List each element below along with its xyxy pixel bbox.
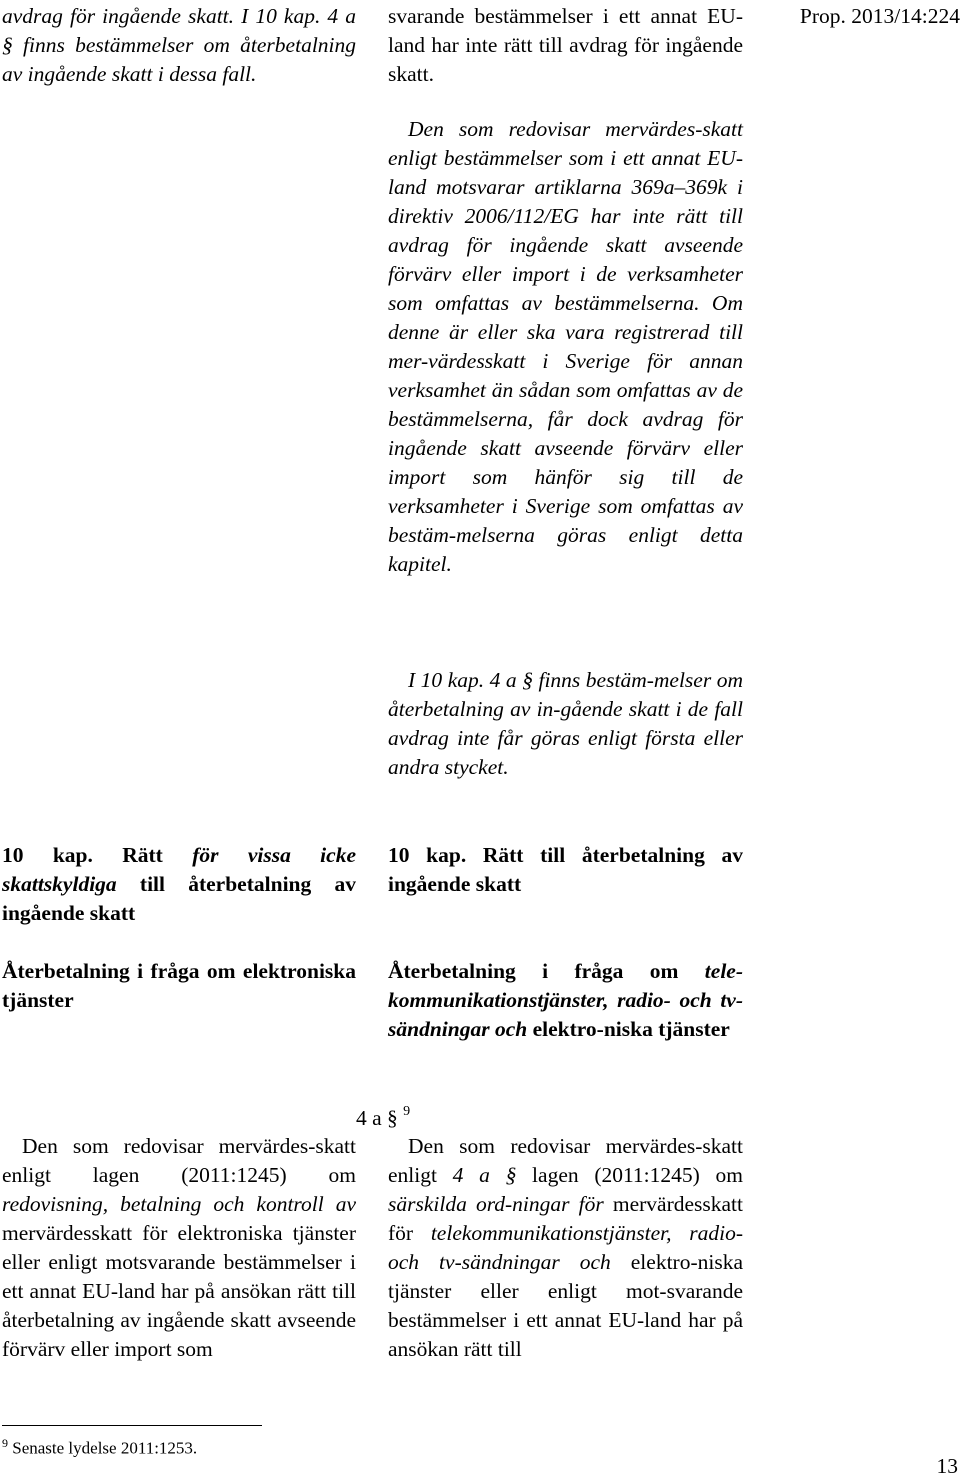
right-intro: svarande bestämmelser i ett annat EU-land har inte rätt till avdrag för ingående skatt.	[388, 4, 743, 86]
left-intro-line: om återbetalning av ingående	[2, 33, 357, 86]
footnote-text: Senaste lydelse 2011:1253.	[12, 1438, 198, 1458]
left-chapter-title	[2, 841, 356, 928]
left-chapter-title-part: 10 kap. Rätt	[2, 843, 193, 867]
right-body-italic: 4 a §	[452, 1163, 517, 1187]
paragraph-label	[356, 1104, 410, 1133]
left-intro	[2, 2, 356, 89]
left-chapter-title-italic: för vissa icke skattskyldiga	[2, 843, 356, 896]
right-subheading-italic: tele-kommunikationstjänster, radio- och tv-sändningar och	[388, 959, 743, 1041]
right-body-italic: telekommunikationstjänster, radio- och tv-sändningar och	[388, 1221, 743, 1274]
footnote-ref: 9	[403, 1103, 411, 1119]
page-number: 13	[936, 1454, 958, 1478]
left-intro-line: skatt i dessa fall.	[111, 62, 257, 86]
left-body-italic: redovisning, betalning och kontroll av	[2, 1192, 356, 1216]
right-body	[388, 1132, 743, 1364]
right-body-italic: särskilda ord-ningar för	[388, 1192, 604, 1216]
right-subheading-part: elektro-niska tjänster	[527, 1017, 730, 1041]
left-body	[2, 1132, 356, 1364]
left-intro-line: 10 kap. 4 a § finns bestämmelser	[2, 4, 356, 57]
running-head: Prop. 2013/14:224	[799, 4, 960, 28]
left-body-part: mervärdesskatt för elektroniska tjänster eller enligt motsvarande bestämmelser i ett annat EU-land har på ansökan rätt till återbetalning av ingående skatt avseende förvärv eller import som	[2, 1221, 356, 1361]
footnote-marker: 9	[2, 1436, 8, 1450]
right-chapter-title: 10 kap. Rätt till återbetalning av ingående skatt	[388, 843, 743, 896]
footnote	[2, 1432, 197, 1460]
right-subheading-part: Återbetalning i fråga om	[388, 959, 705, 983]
right-body-part: mervärdesskatt för	[388, 1192, 743, 1245]
right-body-part: elektro-niska tjänster eller enligt mot-svarande bestämmelser i ett annat EU-land har på ansökan rätt till	[388, 1250, 743, 1361]
left-subheading: Återbetalning i fråga om elektroniska tjänster	[2, 959, 356, 1012]
footnote-divider	[2, 1425, 262, 1426]
right-italic-para-2: I 10 kap. 4 a § finns bestäm-melser om återbetalning av in-gående skatt i de fall avdrag inte får göras enligt första eller andra stycket.	[388, 668, 743, 779]
left-body-part: Den som redovisar mervärdes-skatt enligt lagen (2011:1245) om	[2, 1134, 356, 1187]
right-subheading	[388, 957, 743, 1044]
left-chapter-title-part: till återbetalning av ingående skatt	[2, 872, 356, 925]
right-body-part: Den som redovisar mervärdes-skatt enligt	[388, 1134, 743, 1187]
paragraph-label-text: 4 a §	[356, 1106, 398, 1130]
right-body-part: lagen (2011:1245) om	[516, 1163, 743, 1187]
right-italic-para-1: Den som redovisar mervärdes-skatt enligt bestämmelser som i ett annat EU-land motsvarar artiklarna 369a–369k i direktiv 2006/112/EG har inte rätt till avdrag för ingående skatt avseende förvärv eller import i de verksamheter som omfattas av bestämmelserna. Om denne är eller ska vara registrerad till mer-värdesskatt i Sverige för annan verksamhet än sådan som omfattas av de bestämmelserna, får dock avdrag för ingående skatt avseende förvärv eller import som hänför sig till de verksamheter i Sverige som omfattas av bestäm-melserna göras enligt detta kapitel.	[388, 117, 743, 576]
left-intro-line: avdrag för ingående skatt. I	[2, 4, 249, 28]
